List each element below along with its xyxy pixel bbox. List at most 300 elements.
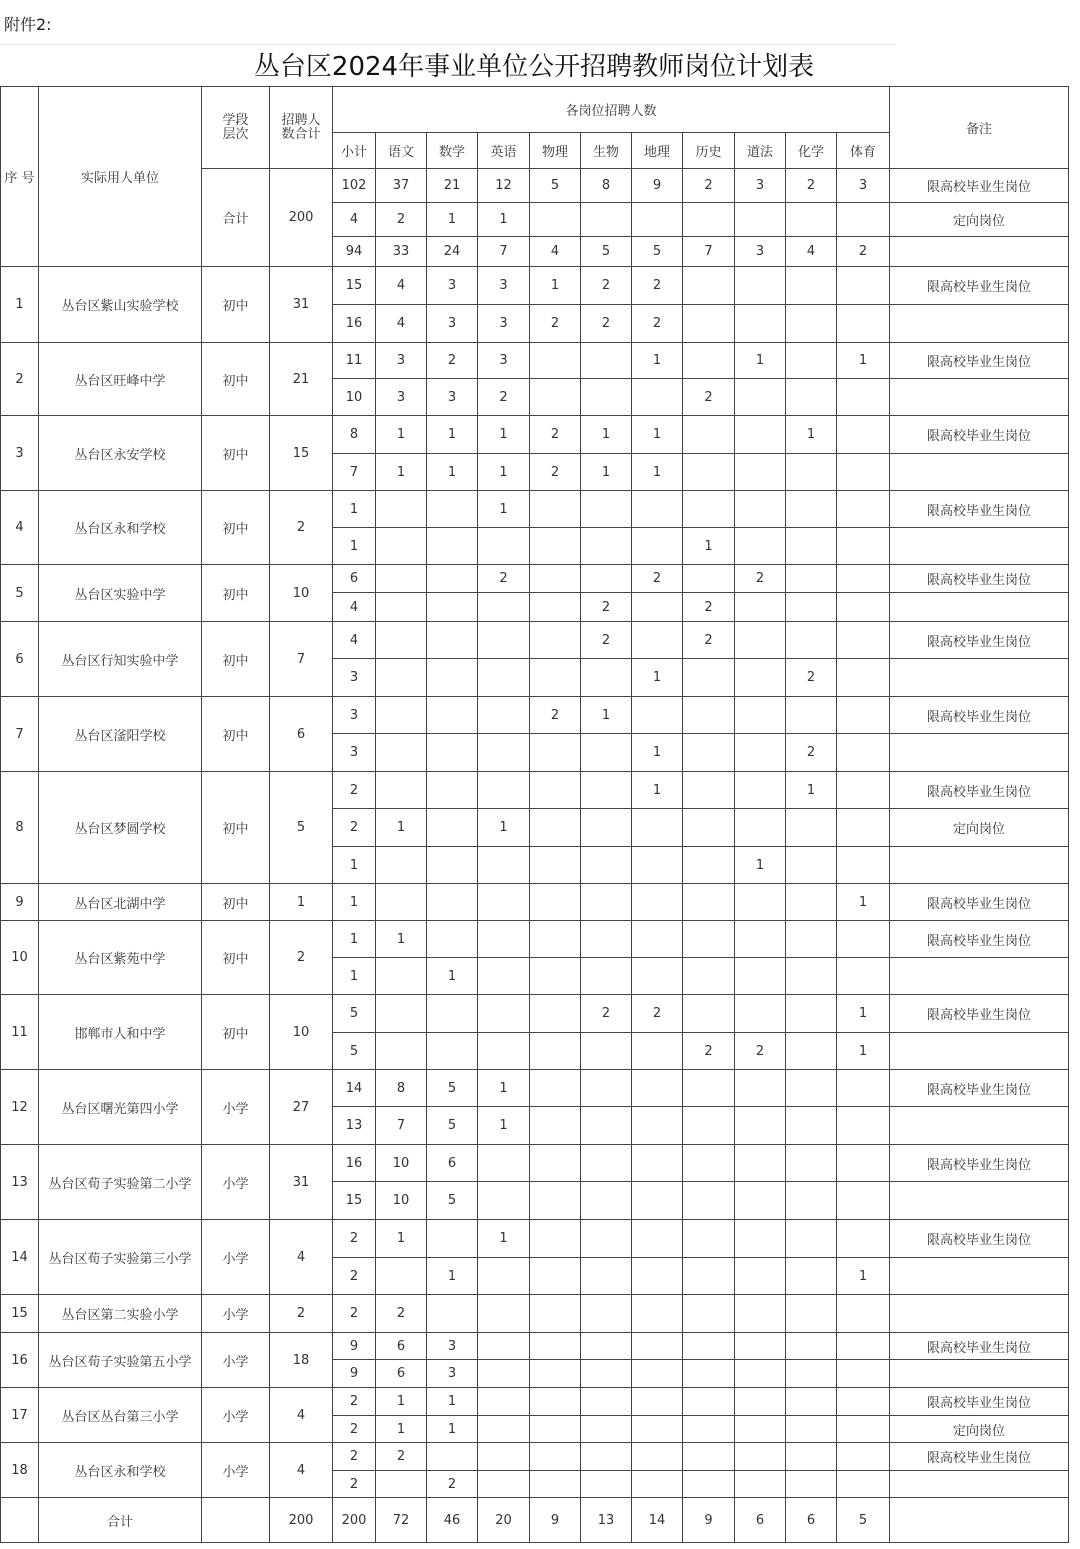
subject-count-cell (632, 1360, 683, 1388)
header-subject: 体育 (837, 133, 890, 169)
unit-name-cell: 邯郸市人和中学 (39, 995, 202, 1070)
subject-count-cell (632, 697, 683, 734)
subject-count-cell (837, 697, 890, 734)
subject-count-cell: 2 (427, 1471, 478, 1498)
subject-count-cell (632, 528, 683, 565)
subject-count-cell (376, 958, 427, 995)
unit-total-cell: 31 (270, 267, 333, 343)
subject-count-cell: 1 (837, 343, 890, 379)
remark-cell (890, 454, 1069, 491)
subject-count-cell: 5 (581, 237, 632, 267)
subject-count-cell (530, 809, 581, 847)
subject-count-cell (427, 1033, 478, 1070)
subject-count-cell (786, 809, 837, 847)
unit-total-cell: 4 (270, 1220, 333, 1295)
subject-count-cell: 6 (786, 1498, 837, 1543)
subtotal-cell: 1 (333, 847, 376, 884)
remark-cell: 限高校毕业生岗位 (890, 343, 1069, 379)
remark-cell: 限高校毕业生岗位 (890, 565, 1069, 593)
subject-count-cell: 3 (376, 343, 427, 379)
remark-cell: 限高校毕业生岗位 (890, 1070, 1069, 1107)
subject-count-cell: 8 (376, 1070, 427, 1107)
subject-count-cell (632, 809, 683, 847)
subject-count-cell (735, 659, 786, 697)
subtotal-cell: 102 (333, 169, 376, 203)
subject-count-cell: 5 (530, 169, 581, 203)
unit-total-cell: 18 (270, 1333, 333, 1388)
subject-count-cell (530, 622, 581, 659)
subject-count-cell (786, 884, 837, 921)
subject-count-cell: 7 (683, 237, 735, 267)
subject-count-cell (735, 1443, 786, 1471)
subtotal-cell: 14 (333, 1070, 376, 1107)
footer-level-cell (202, 1498, 270, 1543)
subject-count-cell: 3 (478, 343, 530, 379)
subtotal-cell: 4 (333, 593, 376, 622)
level-cell: 小学 (202, 1333, 270, 1388)
remark-cell (890, 958, 1069, 995)
subject-count-cell (683, 203, 735, 237)
level-cell: 初中 (202, 772, 270, 884)
subject-count-cell (786, 528, 837, 565)
subject-count-cell: 1 (478, 491, 530, 528)
subject-count-cell (683, 847, 735, 884)
subject-count-cell (786, 1258, 837, 1295)
subject-count-cell (530, 958, 581, 995)
subject-count-cell: 1 (478, 416, 530, 454)
subject-count-cell: 46 (427, 1498, 478, 1543)
remark-cell (890, 1471, 1069, 1498)
subject-count-cell (530, 1388, 581, 1416)
unit-total-cell: 31 (270, 1145, 333, 1220)
subtotal-cell: 2 (333, 809, 376, 847)
subject-count-cell (427, 809, 478, 847)
subject-count-cell (632, 1220, 683, 1258)
subject-count-cell (530, 1333, 581, 1360)
subject-count-cell (530, 379, 581, 416)
subtotal-cell: 94 (333, 237, 376, 267)
subject-count-cell: 33 (376, 237, 427, 267)
subject-count-cell: 2 (581, 593, 632, 622)
subject-count-cell (581, 1145, 632, 1182)
remark-cell: 限高校毕业生岗位 (890, 772, 1069, 809)
subject-count-cell: 1 (376, 1416, 427, 1443)
seq-cell: 2 (1, 343, 39, 416)
subject-count-cell (581, 1360, 632, 1388)
remark-cell (890, 1182, 1069, 1220)
seq-cell: 3 (1, 416, 39, 491)
subject-count-cell (530, 1258, 581, 1295)
subject-count-cell (478, 884, 530, 921)
level-cell: 小学 (202, 1220, 270, 1295)
subject-count-cell (786, 1220, 837, 1258)
subject-count-cell (786, 958, 837, 995)
subject-count-cell (530, 565, 581, 593)
subject-count-cell (837, 1182, 890, 1220)
subject-count-cell: 4 (786, 237, 837, 267)
remark-cell (890, 734, 1069, 772)
subject-count-cell (683, 1258, 735, 1295)
subject-count-cell (376, 659, 427, 697)
subject-count-cell (376, 697, 427, 734)
subject-count-cell (683, 1295, 735, 1333)
subject-count-cell (683, 734, 735, 772)
unit-total-cell: 4 (270, 1443, 333, 1498)
subject-count-cell (735, 772, 786, 809)
subject-count-cell (530, 1145, 581, 1182)
subject-count-cell (427, 1443, 478, 1471)
subject-count-cell (581, 491, 632, 528)
remark-cell: 定向岗位 (890, 1416, 1069, 1443)
subject-count-cell (837, 1443, 890, 1471)
recruitment-plan-table (0, 86, 1069, 1543)
unit-name-cell: 丛台区梦圆学校 (39, 772, 202, 884)
remark-cell: 限高校毕业生岗位 (890, 1220, 1069, 1258)
subject-count-cell (683, 1333, 735, 1360)
subject-count-cell: 3 (427, 379, 478, 416)
remark-cell: 限高校毕业生岗位 (890, 491, 1069, 528)
subject-count-cell (735, 1471, 786, 1498)
subject-count-cell (735, 454, 786, 491)
subject-count-cell (735, 203, 786, 237)
subject-count-cell (376, 734, 427, 772)
header-subject: 数学 (427, 133, 478, 169)
subject-count-cell (786, 921, 837, 958)
remark-cell (890, 379, 1069, 416)
subject-count-cell: 2 (632, 565, 683, 593)
subject-count-cell (837, 1416, 890, 1443)
subject-count-cell: 3 (735, 237, 786, 267)
subject-count-cell (478, 958, 530, 995)
header-subject: 语文 (376, 133, 427, 169)
table-row (1, 1333, 1069, 1360)
unit-name-cell: 丛台区紫苑中学 (39, 921, 202, 995)
remark-cell: 限高校毕业生岗位 (890, 884, 1069, 921)
subject-count-cell (786, 343, 837, 379)
subject-count-cell: 2 (530, 416, 581, 454)
subject-count-cell (837, 379, 890, 416)
subject-count-cell (683, 1145, 735, 1182)
subject-count-cell (786, 454, 837, 491)
subject-count-cell (735, 1220, 786, 1258)
subject-count-cell: 1 (581, 697, 632, 734)
seq-cell: 1 (1, 267, 39, 343)
unit-name-cell: 丛台区紫山实验学校 (39, 267, 202, 343)
subject-count-cell (735, 1070, 786, 1107)
subject-count-cell (632, 1107, 683, 1145)
table-row (1, 884, 1069, 921)
subject-count-cell (376, 528, 427, 565)
subject-count-cell (427, 565, 478, 593)
subject-count-cell: 1 (376, 416, 427, 454)
subject-count-cell: 5 (427, 1182, 478, 1220)
subject-count-cell: 1 (786, 416, 837, 454)
header-subject: 道法 (735, 133, 786, 169)
header-remark: 备注 (890, 87, 1069, 169)
subject-count-cell (530, 884, 581, 921)
subject-count-cell (581, 847, 632, 884)
subject-count-cell (530, 593, 581, 622)
subject-count-cell (478, 528, 530, 565)
subject-count-cell (837, 734, 890, 772)
unit-name-cell: 丛台区北湖中学 (39, 884, 202, 921)
subject-count-cell: 10 (376, 1145, 427, 1182)
header-seq: 序 号 (1, 87, 39, 267)
subject-count-cell: 9 (632, 169, 683, 203)
subject-count-cell (837, 1107, 890, 1145)
seq-cell: 10 (1, 921, 39, 995)
remark-cell (890, 1033, 1069, 1070)
subject-count-cell (735, 491, 786, 528)
subject-count-cell: 10 (376, 1182, 427, 1220)
subject-count-cell (683, 995, 735, 1033)
subject-count-cell: 1 (427, 958, 478, 995)
subject-count-cell (786, 379, 837, 416)
subject-count-cell (786, 1145, 837, 1182)
subtotal-cell: 7 (333, 454, 376, 491)
subtotal-cell: 2 (333, 1388, 376, 1416)
subject-count-cell: 1 (478, 809, 530, 847)
table-row (1, 772, 1069, 809)
subject-count-cell (427, 772, 478, 809)
seq-cell: 14 (1, 1220, 39, 1295)
subject-count-cell: 5 (427, 1107, 478, 1145)
subject-count-cell: 1 (376, 809, 427, 847)
subject-count-cell: 3 (735, 169, 786, 203)
subject-count-cell (530, 921, 581, 958)
remark-cell: 限高校毕业生岗位 (890, 1145, 1069, 1182)
subject-count-cell (786, 267, 837, 305)
subject-count-cell (786, 1070, 837, 1107)
subject-count-cell (735, 1333, 786, 1360)
subject-count-cell (530, 734, 581, 772)
subtotal-cell: 200 (333, 1498, 376, 1543)
subject-count-cell (478, 593, 530, 622)
subject-count-cell (478, 921, 530, 958)
subject-count-cell (530, 1416, 581, 1443)
subject-count-cell (786, 1471, 837, 1498)
subject-count-cell (478, 1471, 530, 1498)
subject-count-cell (683, 1388, 735, 1416)
remark-cell: 限高校毕业生岗位 (890, 697, 1069, 734)
grand-total-cell: 200 (270, 1498, 333, 1543)
subject-count-cell (683, 958, 735, 995)
subject-count-cell: 8 (581, 169, 632, 203)
subject-count-cell (786, 995, 837, 1033)
unit-total-cell: 10 (270, 995, 333, 1070)
level-cell: 小学 (202, 1295, 270, 1333)
subject-count-cell (581, 734, 632, 772)
subject-count-cell: 5 (632, 237, 683, 267)
subject-count-cell (376, 1033, 427, 1070)
header-subject: 历史 (683, 133, 735, 169)
subject-count-cell: 2 (478, 379, 530, 416)
subject-count-cell: 7 (478, 237, 530, 267)
subject-count-cell: 1 (478, 203, 530, 237)
unit-total-cell: 15 (270, 416, 333, 491)
header-level (202, 87, 270, 169)
unit-name-cell: 丛台区滏阳学校 (39, 697, 202, 772)
subject-count-cell (632, 1416, 683, 1443)
subject-count-cell (530, 1107, 581, 1145)
unit-total-cell: 27 (270, 1070, 333, 1145)
subject-count-cell: 3 (427, 305, 478, 343)
remark-cell: 限高校毕业生岗位 (890, 622, 1069, 659)
subject-count-cell: 2 (632, 995, 683, 1033)
level-cell: 初中 (202, 491, 270, 565)
subject-count-cell (786, 565, 837, 593)
subject-count-cell: 1 (530, 267, 581, 305)
subject-count-cell (632, 1471, 683, 1498)
subject-count-cell: 1 (427, 1416, 478, 1443)
subject-count-cell (837, 203, 890, 237)
unit-name-cell: 丛台区实验中学 (39, 565, 202, 622)
subject-count-cell: 1 (837, 1033, 890, 1070)
seq-cell: 16 (1, 1333, 39, 1388)
subtotal-cell: 2 (333, 1471, 376, 1498)
subject-count-cell: 3 (427, 267, 478, 305)
subject-count-cell (530, 1070, 581, 1107)
seq-cell: 6 (1, 622, 39, 697)
subject-count-cell (837, 305, 890, 343)
header-unit: 实际用人单位 (39, 87, 202, 267)
subject-count-cell: 2 (530, 305, 581, 343)
subject-count-cell (837, 267, 890, 305)
subtotal-cell: 16 (333, 305, 376, 343)
subject-count-cell (735, 305, 786, 343)
subject-count-cell (735, 267, 786, 305)
subject-count-cell (632, 958, 683, 995)
subject-count-cell: 6 (735, 1498, 786, 1543)
subject-count-cell: 1 (376, 921, 427, 958)
subject-count-cell: 21 (427, 169, 478, 203)
subject-count-cell (581, 528, 632, 565)
subject-count-cell (735, 528, 786, 565)
subject-count-cell (837, 1471, 890, 1498)
subject-count-cell: 2 (376, 1443, 427, 1471)
subject-count-cell (683, 1360, 735, 1388)
subject-count-cell (735, 593, 786, 622)
remark-cell (890, 659, 1069, 697)
subject-count-cell: 9 (530, 1498, 581, 1543)
subject-count-cell (735, 379, 786, 416)
table-row (1, 267, 1069, 305)
subtotal-cell: 16 (333, 1145, 376, 1182)
seq-cell: 7 (1, 697, 39, 772)
subject-count-cell: 3 (837, 169, 890, 203)
subject-count-cell: 37 (376, 169, 427, 203)
subject-count-cell (632, 847, 683, 884)
subject-count-cell: 2 (735, 565, 786, 593)
subject-count-cell: 24 (427, 237, 478, 267)
subject-count-cell (376, 772, 427, 809)
subject-count-cell (376, 1471, 427, 1498)
seq-cell: 11 (1, 995, 39, 1070)
subject-count-cell (683, 921, 735, 958)
subject-count-cell (786, 622, 837, 659)
unit-name-cell: 丛台区旺峰中学 (39, 343, 202, 416)
level-cell: 初中 (202, 416, 270, 491)
subject-count-cell: 1 (376, 454, 427, 491)
subject-count-cell: 2 (786, 734, 837, 772)
level-cell: 小学 (202, 1443, 270, 1498)
remark-cell (890, 1258, 1069, 1295)
subject-count-cell (786, 491, 837, 528)
subject-count-cell (530, 772, 581, 809)
subject-count-cell (837, 1360, 890, 1388)
subject-count-cell (735, 1388, 786, 1416)
remark-cell: 限高校毕业生岗位 (890, 1443, 1069, 1471)
subject-count-cell: 9 (683, 1498, 735, 1543)
subject-count-cell (581, 1220, 632, 1258)
subject-count-cell (478, 1416, 530, 1443)
subject-count-cell (837, 1295, 890, 1333)
table-row (1, 565, 1069, 593)
unit-total-cell: 4 (270, 1388, 333, 1443)
subject-count-cell (837, 1070, 890, 1107)
unit-total-cell: 5 (270, 772, 333, 884)
subject-count-cell (581, 1107, 632, 1145)
subject-count-cell: 1 (478, 454, 530, 491)
subject-count-cell (632, 622, 683, 659)
subtotal-cell: 15 (333, 1182, 376, 1220)
subtotal-cell: 9 (333, 1360, 376, 1388)
subject-count-cell: 2 (478, 565, 530, 593)
subject-count-cell (530, 491, 581, 528)
subject-count-cell: 2 (581, 995, 632, 1033)
subject-count-cell (837, 958, 890, 995)
remark-cell (890, 847, 1069, 884)
level-cell: 初中 (202, 884, 270, 921)
level-cell: 初中 (202, 995, 270, 1070)
subject-count-cell: 1 (632, 772, 683, 809)
subject-count-cell (683, 1471, 735, 1498)
subject-count-cell (632, 1070, 683, 1107)
subject-count-cell (683, 772, 735, 809)
subject-count-cell (530, 1182, 581, 1220)
subject-count-cell (581, 203, 632, 237)
subject-count-cell: 1 (581, 416, 632, 454)
subtotal-cell: 6 (333, 565, 376, 593)
subject-count-cell (786, 1416, 837, 1443)
subtotal-cell: 3 (333, 659, 376, 697)
header-subject: 地理 (632, 133, 683, 169)
subject-count-cell: 2 (683, 593, 735, 622)
subject-count-cell: 1 (632, 659, 683, 697)
subject-count-cell (837, 921, 890, 958)
subject-count-cell (735, 1360, 786, 1388)
subject-count-cell: 20 (478, 1498, 530, 1543)
subject-count-cell (478, 622, 530, 659)
subtotal-cell: 2 (333, 1220, 376, 1258)
remark-cell: 限高校毕业生岗位 (890, 267, 1069, 305)
subject-count-cell: 2 (530, 454, 581, 491)
subject-count-cell (376, 995, 427, 1033)
unit-total-cell: 6 (270, 697, 333, 772)
subject-count-cell (478, 697, 530, 734)
remark-cell (890, 1107, 1069, 1145)
subject-count-cell: 1 (427, 1388, 478, 1416)
subject-count-cell: 2 (530, 697, 581, 734)
table-row (1, 1388, 1069, 1416)
table-row (1, 416, 1069, 454)
subject-count-cell: 2 (581, 305, 632, 343)
subject-count-cell (581, 1033, 632, 1070)
table-row (1, 1443, 1069, 1471)
subject-count-cell (683, 1070, 735, 1107)
subject-count-cell (427, 921, 478, 958)
subject-count-cell (581, 1333, 632, 1360)
